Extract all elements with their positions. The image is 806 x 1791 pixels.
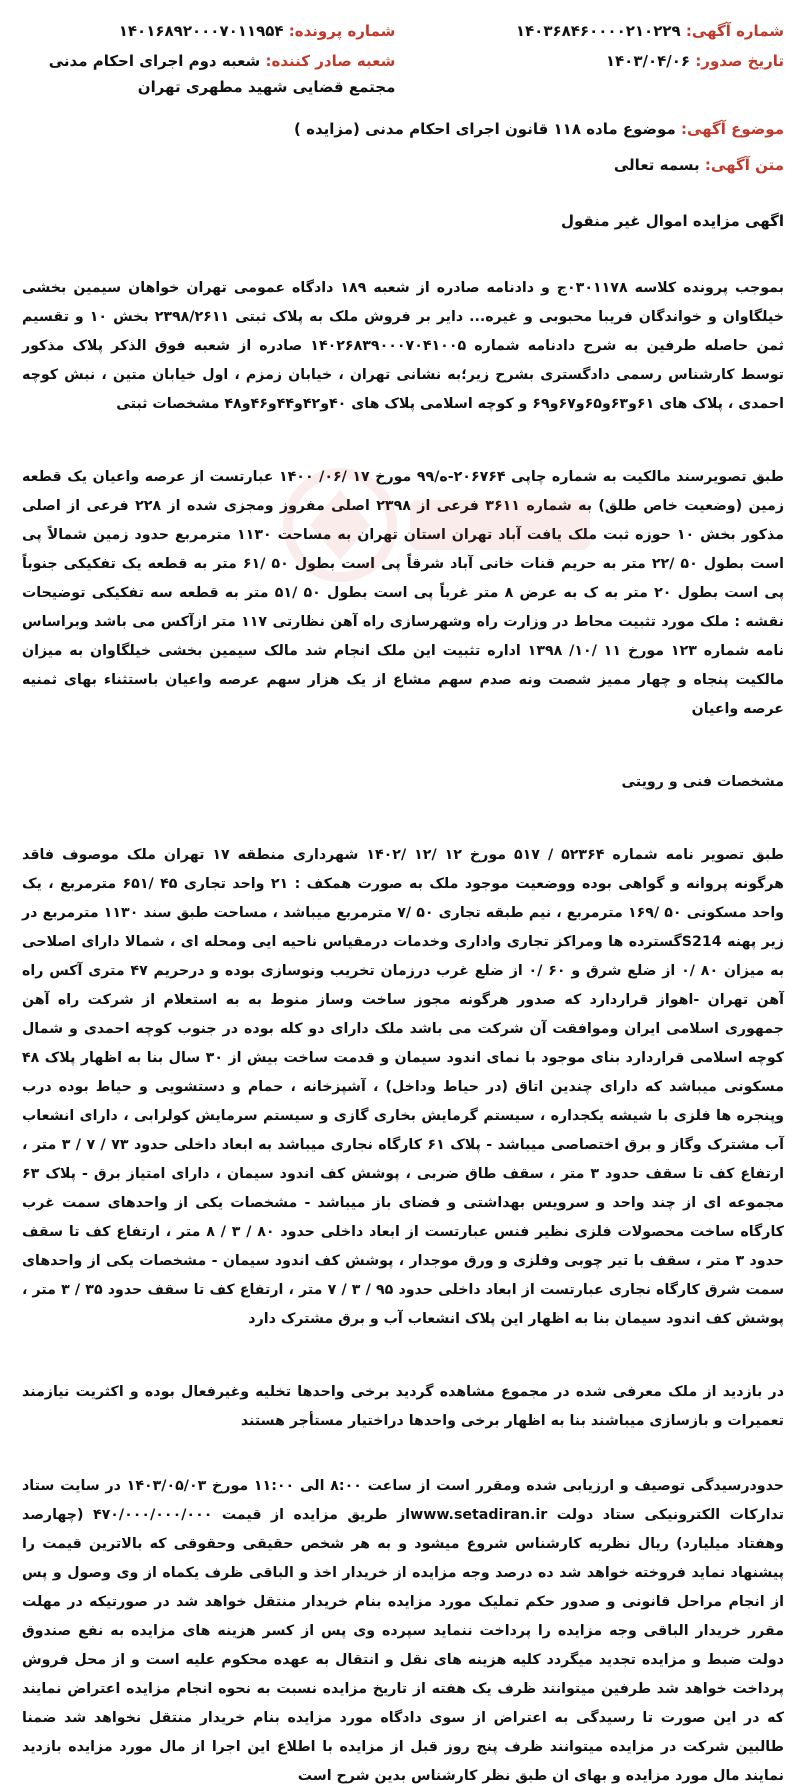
- paragraph-5: حدودرسیدگی توصیف و ارزیابی شده ومقرر است از ساعت ۸:۰۰ الی ۱۱:۰۰ مورخ ۱۴۰۳/۰۵/۰۳ در سایت ستاد تدارکات الکترونیکی ستاد دولت www.setadiran.irاز طریق مزایده از قیمت ۴۷۰/۰۰۰/۰۰۰/۰۰۰ (چهارصد وهفتاد میلیارد) ریال نظریه کارشناس شروع میشود و به هر شخص حقیقی وحقوقی که بالاترین قیمت را پیشنهاد نماید فروخته خواهد شد ده درصد وجه مزایده از خریدار اخذ و الباقی ظرف یکماه از وی وصول و پس از انجام مراحل قانونی و صدور حکم تملیک مورد مزایده بنام خریدار منتقل خواهد شد در صورتیکه در مهلت مقرر خریدار الباقی وجه مزایده را پرداخت ننماید سپرده وی پس از کسر هزینه های مزایده به نفع صندوق دولت ضبط و مزایده تجدید میگردد کلیه هزینه های نقل و انتقال به عهده محکوم علیه است و از محل فروش پرداخت خواهد شد طرفین میتوانند ظرف یک هفته از تاریخ مزایده نسبت به نحوه انجام مزایده اعتراض نمایند که در این صورت تا رسیدگی به اعتراض از سوی دادگاه مورد مزایده بنام خریدار منتقل نخواهد شد ضمنا طالبین شرکت در مزایده میتوانند ظرف پنج روز قبل از مزایده با اطلاع این اجرا از مال مورد مزایده بازدید نمایند مال مورد مزایده و بهای ان طبق نظر کارشناس بدین شرح است: [22, 1478, 785, 1784]
- subject-label: موضوع آگهی:: [680, 120, 784, 138]
- ad-number: ۱۴۰۳۶۸۴۶۰۰۰۰۲۱۰۲۲۹: [515, 22, 681, 40]
- ad-title: اگهی مزایده اموال غیر منقول: [560, 212, 784, 230]
- section-heading: مشخصات فنی و رویتی: [621, 774, 784, 790]
- header-row-1: [22, 18, 784, 44]
- paragraph-1: بموجب پرونده کلاسه ۰۳۰۱۱۷۸ج و دادنامه صادره از شعبه ۱۸۹ دادگاه عمومی تهران خواهان سیمین بخشی خیلگاوان و خواندگان فریبا محبوبی و غیره... دایر بر فروش ملک به پلاک ثبتی ۲۳۹۸/۲۶۱۱ بخش ۱۰ و تقسیم ثمن حاصله طرفین به شرح دادنامه شماره ۱۴۰۲۶۸۳۹۰۰۰۷۰۴۱۰۰۵ صادره از شعبه فوق الذکر پلاک مذکور توسط کارشناس رسمی دادگستری بشرح زیر؛به نشانی تهران ، خیابان زمزم ، اول خیابان متین ، نبش کوچه احمدی ، پلاک های ۶۱و۶۳و۶۵و۶۷و۶۹ و کوچه اسلامی پلاک های ۴۰و۴۲و۴۴و۴۶و۴۸ مشخصات ثبتی: [22, 280, 784, 412]
- case-number: ۱۴۰۱۶۸۹۲۰۰۰۷۰۱۱۹۵۴: [118, 22, 284, 40]
- paragraph-3: طبق تصویر نامه شماره ۵۲۳۶۴ / ۵۱۷ مورخ ۱۲ /۱۲ /۱۴۰۲ شهرداری منطقه ۱۷ تهران ملک موصوف فاقد هرگونه پروانه و گواهی بوده ووضعیت موجود ملک به صورت همکف : ۲۱ واحد تجاری ۴۵ /۶۵۱ مترمربع ، یک واحد مسکونی ۵۰ /۱۶۹ مترمربع ، نیم طبقه تجاری ۵۰ /۷ مترمربع میباشد ، مساحت طبق سند ۱۱۳۰ مترمربع در زیر پهنه S214گسترده ها ومراکز تجاری واداری وخدمات درمقیاس ناحیه ایی ومحله ای ، شمالا دارای اصلاحی به میزان ۸۰ /۰ از ضلع شرق و ۶۰ /۰ از ضلع غرب درزمان تخریب ونوسازی بوده و درحریم ۴۷ متری آکس راه آهن تهران -اهواز قراردارد که صدور هرگونه مجوز ساخت وساز منوط به به استعلام از شرکت راه آهن جمهوری اسلامی ایران وموافقت آن شرکت می باشد ملک دارای دو کله بوده در جنوب کوچه احمدی و شمال کوچه اسلامی قراردارد بنای موجود با نمای اندود سیمان و قدمت ساخت بیش از ۳۰ سال بنا به اظهار پلاک ۴۸ مسکونی میباشد که دارای چندین اتاق (در حیاط وداخل) ، آشپزخانه ، حمام و دستشویی و حیاط بوده درب وپنجره ها فلزی با شیشه یکجداره ، سیستم گرمایش بخاری گازی و سیستم سرمایش کولرابی ، دارای انشعاب آب مشترک وگاز و برق اختصاصی میباشد - پلاک ۶۱ کارگاه نجاری میباشد به ابعاد داخلی حدود ۷۳ / ۷ / ۳ متر ، ارتفاع کف تا سقف حدود ۳ متر ، سقف طاق ضربی ، پوشش کف اندود سیمان ، دارای امتیاز برق - پلاک ۶۳ مجموعه ای از چند واحد و سرویس بهداشتی و فضای باز میباشد - مشخصات یکی از واحدهای سمت غرب کارگاه ساخت محصولات فلزی نظیر فنس عبارتست از ابعاد داخلی حدود ۸۰ / ۳ / ۸ متر ، ارتفاع کف تا سقف حدود ۳ متر ، سقف با تیر چوبی وفلزی و ورق موجدار ، پوشش کف اندود سیمان - مشخصات یکی از واحدهای سمت شرق کارگاه نجاری عبارتست از ابعاد داخلی حدود ۹۵ / ۳ / ۷ متر ، ارتفاع کف تا سقف حدود ۳۵ / ۳ متر ، پوشش کف اندود سیمان بنا به اظهار این پلاک انشعاب آب و برق مشترک دارد: [22, 847, 785, 1327]
- ad-number-block: [411, 18, 784, 44]
- body-label: متن آگهی:: [704, 156, 784, 174]
- subject-line: [22, 116, 784, 142]
- issue-date: ۱۴۰۳/۰۴/۰۶: [605, 52, 691, 70]
- ad-number-label: شماره آگهی:: [685, 22, 784, 40]
- issuer-label: شعبه صادر کننده:: [265, 52, 396, 70]
- issuer-block: [22, 48, 395, 100]
- issue-date-label: تاریخ صدور:: [695, 52, 784, 70]
- header-row-2: [22, 48, 784, 100]
- body-intro: بسمه تعالی: [613, 156, 700, 174]
- case-number-label: شماره پرونده:: [288, 22, 396, 40]
- subject: موضوع ماده ۱۱۸ قانون اجرای احکام مدنی (مزایده ): [294, 120, 676, 138]
- case-number-block: [22, 18, 395, 44]
- paragraph-2: طبق تصویرسند مالکیت به شماره چاپی ۲۰۶۷۶۴-ه/۹۹ مورخ ۱۷ /۰۶/ ۱۴۰۰ عبارتست از عرصه واعیان یک قطعه زمین (وضعیت خاص طلق) به شماره ۳۶۱۱ فرعی از ۲۳۹۸ اصلی مفروز ومجزی شده از ۲۲۸ فرعی از اصلی مذکور بخش ۱۰ حوزه ثبت ملک یافت آباد تهران استان تهران به مساحت ۱۱۳۰ مترمربع حدود زمین شمالاً پی است بطول ۵۰ /۲۲ متر به حریم قنات خانی آباد شرقاً پی است بطول ۵۰ /۶۱ متر به قطعه یک تفکیکی جنوباً پی است بطول ۲۰ متر به ک به عرض ۸ متر غرباً پی است بطول ۵۰ /۵۱ متر به قطعه سه تفکیکی توضیحات نقشه : ملک مورد تثبیت محاط در وزارت راه وشهرسازی راه آهن نظارتی ۱۱۷ متر ازآکس می باشد وبراساس نامه شماره ۱۲۳ مورخ ۱۱ /۱۰/ ۱۳۹۸ اداره تثبیت این ملک انجام شد مالک سیمین بخشی خیلگاوان به میزان مالکیت پنجاه و چهار ممیز شصت ونه صدم سهم مشاع از یک هزار سهم عرصه واعیان باستثناء بهای ثمنیه عرصه واعیان: [22, 469, 785, 717]
- issuer: شعبه دوم اجرای احکام مدنی مجتمع قضایی شهید مطهری تهران: [48, 52, 396, 96]
- issue-date-block: [411, 48, 784, 74]
- paragraph-4: در بازدید از ملک معرفی شده در مجموع مشاهده گردید برخی واحدها تخلیه وغیرفعال بوده و اکثریت نیازمند تعمیرات و بازسازی میباشند بنا به اظهار برخی واحدها دراختیار مستأجر هستند: [22, 1384, 784, 1429]
- body-line: [22, 152, 784, 178]
